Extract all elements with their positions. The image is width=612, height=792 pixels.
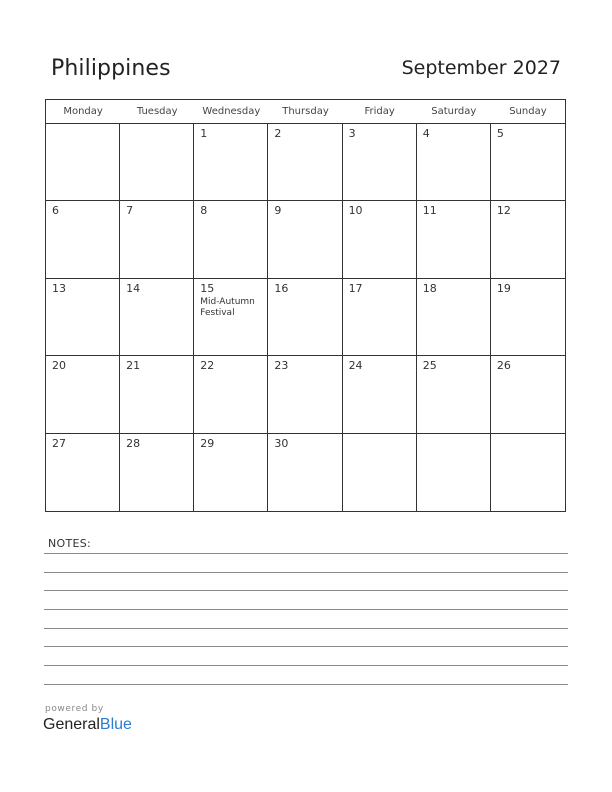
month-year-title: September 2027 <box>401 57 561 79</box>
day-number: 26 <box>496 359 511 373</box>
day-cell <box>120 279 194 356</box>
day-cell <box>194 279 268 356</box>
day-cell <box>343 356 417 433</box>
note-line <box>44 609 568 610</box>
day-cell <box>491 356 565 433</box>
day-cell <box>491 201 565 278</box>
day-cell <box>268 279 342 356</box>
weekday-saturday: Saturday <box>431 106 477 117</box>
day-cell <box>491 279 565 356</box>
day-number: 21 <box>126 359 141 373</box>
day-cell <box>491 124 565 201</box>
day-cell <box>268 201 342 278</box>
day-number: 8 <box>200 204 208 218</box>
calendar-grid <box>45 99 566 512</box>
holiday-label: Mid-Autumn Festival <box>200 296 255 318</box>
day-cell <box>417 124 491 201</box>
day-cell <box>417 434 491 511</box>
day-number: 3 <box>348 127 356 140</box>
day-number: 13 <box>52 281 66 295</box>
note-line <box>44 553 568 554</box>
day-cell <box>46 279 120 356</box>
country-title: Philippines <box>51 56 171 81</box>
day-number: 27 <box>52 436 66 450</box>
day-number: 17 <box>348 281 363 295</box>
day-cell <box>417 356 491 433</box>
day-number: 4 <box>422 127 430 140</box>
weekday-monday: Monday <box>63 106 103 117</box>
weekday-wednesday: Wednesday <box>202 106 261 117</box>
day-number: 28 <box>126 436 141 450</box>
day-cell <box>491 434 565 511</box>
day-number: 30 <box>274 436 289 450</box>
day-number: 24 <box>348 359 363 373</box>
day-number: 25 <box>422 359 437 373</box>
day-number: 10 <box>348 204 363 218</box>
day-number: 16 <box>274 281 289 295</box>
day-cell <box>417 201 491 278</box>
day-cell <box>120 124 194 201</box>
day-number: 23 <box>274 359 289 373</box>
day-cell <box>343 124 417 201</box>
day-number: 19 <box>496 281 511 295</box>
weekday-thursday: Thursday <box>282 106 329 117</box>
note-line <box>44 684 568 685</box>
day-number: 20 <box>52 359 66 373</box>
day-cell <box>194 201 268 278</box>
brand-logo <box>43 716 132 734</box>
day-cell <box>194 434 268 511</box>
day-number: 6 <box>52 204 59 218</box>
day-cell <box>268 434 342 511</box>
day-number: 7 <box>126 204 134 218</box>
day-number: 12 <box>496 204 511 218</box>
notes-label: NOTES: <box>48 537 92 550</box>
powered-by-label: powered by <box>45 704 104 714</box>
day-number: 11 <box>422 204 437 218</box>
day-number: 5 <box>496 127 504 140</box>
day-cell <box>194 356 268 433</box>
day-cell <box>268 124 342 201</box>
day-cell <box>268 356 342 433</box>
day-number: 1 <box>200 127 208 140</box>
day-number: 9 <box>274 204 282 218</box>
day-cell <box>46 356 120 433</box>
day-cell <box>120 356 194 433</box>
day-cell <box>46 201 120 278</box>
weekday-header <box>46 100 565 124</box>
day-number: 14 <box>126 281 141 295</box>
note-line <box>44 572 568 573</box>
day-number: 2 <box>274 127 282 140</box>
day-cell <box>417 279 491 356</box>
day-cell <box>343 434 417 511</box>
calendar-body <box>46 124 565 511</box>
day-number: 18 <box>422 281 437 295</box>
day-number: 29 <box>200 436 215 450</box>
day-cell <box>343 201 417 278</box>
day-cell <box>120 434 194 511</box>
day-number: 22 <box>200 359 215 373</box>
note-line <box>44 628 568 629</box>
day-cell <box>194 124 268 201</box>
weekday-tuesday: Tuesday <box>136 106 178 117</box>
note-line <box>44 665 568 666</box>
day-cell <box>46 124 120 201</box>
note-line <box>44 590 568 591</box>
weekday-friday: Friday <box>364 106 395 117</box>
weekday-sunday: Sunday <box>509 106 547 117</box>
brand-general-text: General <box>43 716 100 733</box>
note-line <box>44 646 568 647</box>
day-cell <box>120 201 194 278</box>
day-cell <box>46 434 120 511</box>
day-number: 15 <box>200 281 215 295</box>
brand-blue-text: Blue <box>99 716 132 733</box>
day-cell <box>343 279 417 356</box>
